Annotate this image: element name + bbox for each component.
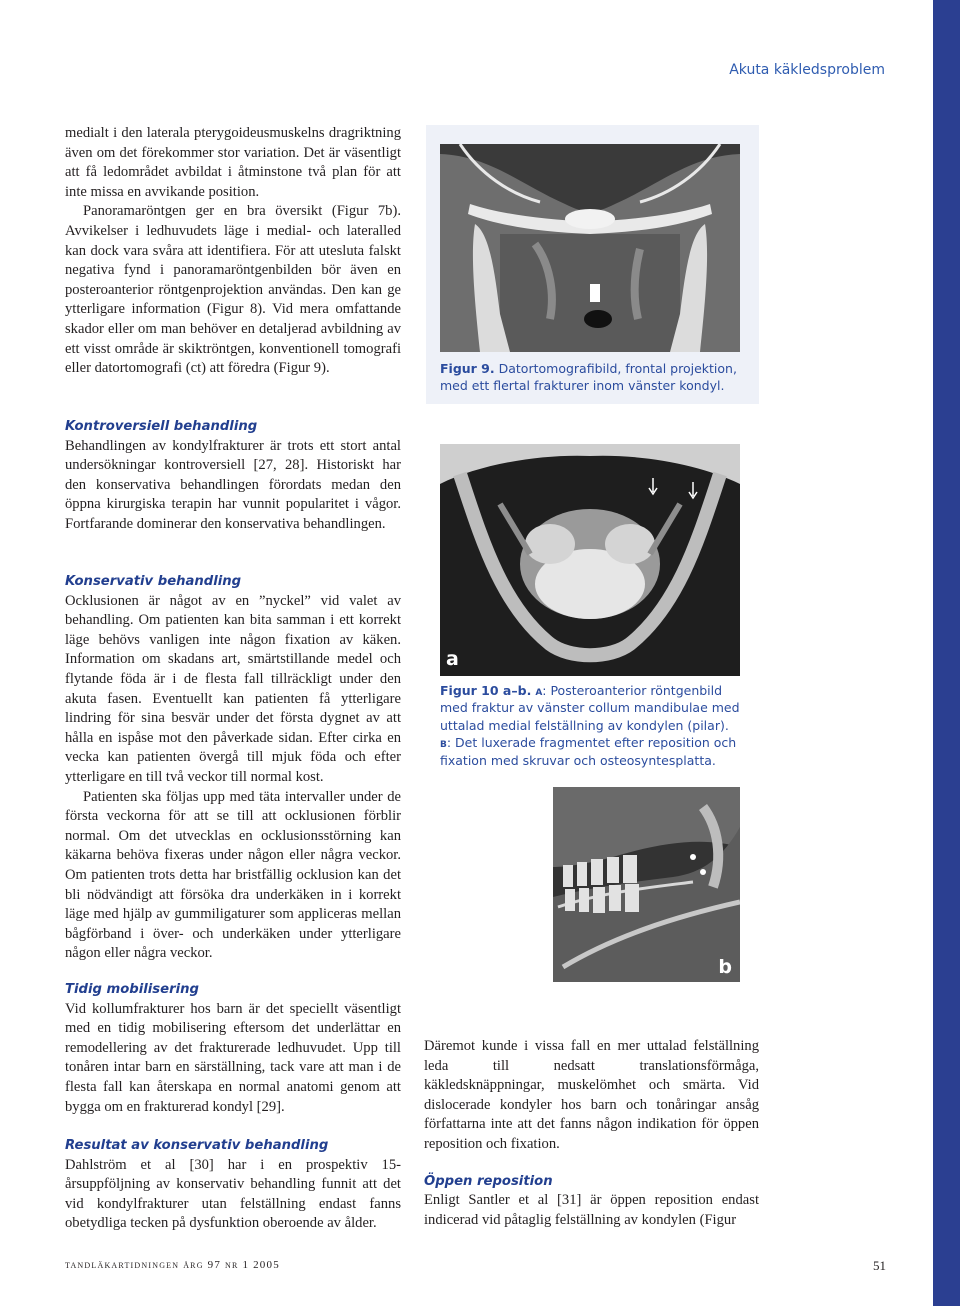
left-column-block-2 <box>65 417 401 535</box>
left-paragraph-7: Dahlström et al [30] har i en prospektiv 15-årsuppföljning av konservativ behandling funnit att det vid kondylfrakturer utan felställning endast fanns obetydliga tecken på dysfunktion oberoende av ålder. <box>65 1156 401 1232</box>
heading-konservativ: Konservativ behandling <box>65 574 242 589</box>
page-number: 51 <box>873 1258 886 1273</box>
figure-10-label: Figur 10 a–b. <box>440 683 532 698</box>
running-title: Akuta käkledsproblem <box>729 62 885 78</box>
journal-footer: tandläkartidningen årg 97 nr 1 2005 <box>65 1259 280 1271</box>
figure-10-key-b: b <box>440 735 447 751</box>
heading-tidig-mobilisering: Tidig mobilisering <box>65 982 199 997</box>
right-paragraph-2: Enligt Santler et al [31] är öppen reposition endast indicerad vid påtaglig felställning av kondylen (Figur <box>424 1192 759 1228</box>
figure-10-caption-b: : Det luxerade fragmentet efter reposition och fixation med skruvar och osteosyntesplatta. <box>440 735 737 768</box>
left-paragraph-6: Vid kollumfrakturer hos barn är det speciellt väsentligt med en tidig mobilisering eftersom det underlättar en remodellering av det frakturerade ledhuvudet. Upp till tonåren intar barn en särställning, tack vare att man i de flesta fall kan återskapa en normal anatomi genom att bygga om en frakturerad kondyl [29]. <box>65 1000 401 1115</box>
figure-10-caption-a: : Posteroanterior röntgenbild med fraktur av vänster collum mandibulae med uttalad medial felställning av kondylen (pilar). <box>440 683 740 733</box>
figure-10-key-a: a <box>535 683 543 698</box>
figure-10b-xray <box>553 787 740 982</box>
ct-scan-illustration <box>440 144 740 352</box>
left-column-block-5 <box>65 1136 401 1234</box>
left-paragraph-5: Patienten ska följas upp med täta intervaller under de första veckorna för att se till att ocklusionen förblir normal. Om det utvecklas en ocklusionsstörning kan käkarna behöva fixeras under någon eller några veckor. Om patienten trots detta har bristfällig ocklusion kan det bli nödvändigt att försöka dra underkäken in i korrekt läge med hjälp av gummiligaturer som appliceras mellan bågförband i över- och underkäken under ytterligare någon eller några veckor. <box>65 788 401 962</box>
pa-xray-illustration <box>440 444 740 676</box>
lateral-xray-illustration <box>553 787 740 982</box>
accent-sidebar <box>933 0 960 1306</box>
right-column-block <box>424 1037 759 1230</box>
figure-10a-xray <box>440 444 740 676</box>
figure-9-text: Datortomografibild, frontal projektion, med ett flertal frakturer inom vänster kondyl. <box>440 361 737 394</box>
figure-10-caption <box>440 682 740 769</box>
right-paragraph-1: Däremot kunde i vissa fall en mer uttalad felställning leda till nedsatt translationsförmåga, käkledsknäppningar, muskelömhet och smärta. Vid dislocerade kondyler hos barn och tonåringar ansåg författarna inte att det fanns någon indikation för öppen reposition och fixation. <box>424 1038 759 1152</box>
heading-kontroversiell: Kontroversiell behandling <box>65 419 258 434</box>
left-column-block-4 <box>65 980 401 1117</box>
figure-9-label: Figur 9. <box>440 361 495 376</box>
left-paragraph-3: Behandlingen av kondylfrakturer är trots ett stort antal undersökningar kontroversiell [27, 28]. Historiskt har den konservativa behandlingen förordats medan den öppna kirurgiska terapin har vunnit popularitet i vågor. Fortfarande dominerar den konservativa behandlingen. <box>65 437 401 532</box>
heading-resultat: Resultat av konservativ behandling <box>65 1138 329 1153</box>
left-column-block-1 <box>65 124 401 379</box>
figure-10a-panel-label: a <box>446 648 459 670</box>
left-paragraph-1: medialt i den laterala pterygoideusmuskelns dragriktning även om det förekommer stor variation. Det är väsentligt att få ledområdet avbildat i åtminstone två plan för att inte missa en avvikande position. <box>65 125 401 200</box>
left-column-block-3 <box>65 572 401 964</box>
figure-9-ct-image <box>440 144 740 352</box>
left-paragraph-2: Panoramaröntgen ger en bra översikt (Figur 7b). Avvikelser i ledhuvudets läge i medial- och lateralled kan dock vara svåra att identifiera. För att utesluta falskt negativa fynd i panoramaröntgenbilden bör även en posteroanterior röntgenprojektion användas. Den kan ge ytterligare information (Figur 8). Vid mera omfattande skador eller om man behöver en detaljerad avbildning av ett visst område är skiktröntgen, konventionell tomografi eller datortomografi (ct) att föredra (Figur 9). <box>65 203 401 377</box>
figure-9-caption <box>440 360 740 395</box>
left-paragraph-4: Ocklusionen är något av en ”nyckel” vid valet av behandling. Om patienten kan bita samman i ett korrekt läge behövs vanligen inte någon fixation av käken. Information om skadans art, smärtstillande medel och flytande föda är i de flesta fall tillräckligt under den akuta fasen. Eventuellt kan patienten få ytterligare lindring för sina besvär under det första dygnet av att hålla en ispåse mot den påverkade sidan. Efter cirka en vecka kan patienten övergå till mjuk föda och efter ytterligare en till två veckor till normal kost. <box>65 592 401 785</box>
figure-10b-panel-label: b <box>718 956 732 978</box>
heading-oppen-reposition: Öppen reposition <box>424 1173 553 1189</box>
